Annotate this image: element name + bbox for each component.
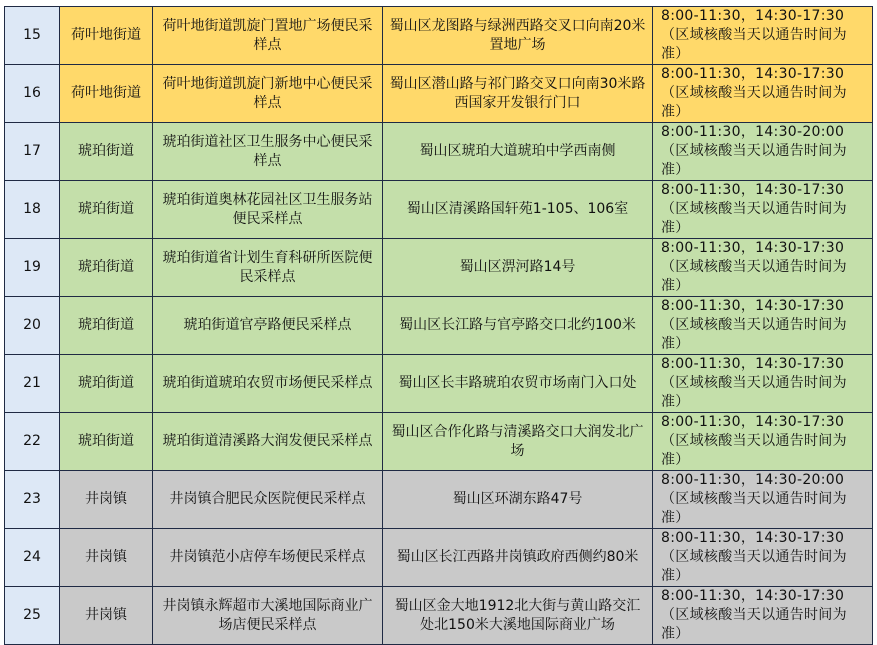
street-cell: 井岗镇 — [60, 529, 153, 587]
address-cell: 蜀山区长江西路井岗镇政府西侧约80米 — [383, 529, 653, 587]
site-name-cell: 井岗镇范小店停车场便民采样点 — [153, 529, 383, 587]
table-row — [5, 587, 873, 645]
street-cell: 荷叶地街道 — [60, 7, 153, 65]
row-number-cell: 21 — [5, 355, 60, 413]
row-number-cell: 24 — [5, 529, 60, 587]
row-number-cell: 25 — [5, 587, 60, 645]
table-row — [5, 123, 873, 181]
address-cell: 蜀山区潜山路与祁门路交叉口向南30米路西国家开发银行门口 — [383, 65, 653, 123]
table-row — [5, 239, 873, 297]
site-name-cell: 琥珀街道社区卫生服务中心便民采样点 — [153, 123, 383, 181]
sampling-sites-table-wrapper — [4, 6, 872, 645]
site-name-cell: 琥珀街道清溪路大润发便民采样点 — [153, 413, 383, 471]
table-row — [5, 297, 873, 355]
row-number-cell: 20 — [5, 297, 60, 355]
address-cell: 蜀山区琥珀大道琥珀中学西南侧 — [383, 123, 653, 181]
street-cell: 琥珀街道 — [60, 239, 153, 297]
street-cell: 琥珀街道 — [60, 297, 153, 355]
hours-cell: 8:00-11:30，14:30-17:30（区域核酸当天以通告时间为准） — [653, 587, 873, 645]
site-name-cell: 琥珀街道官亭路便民采样点 — [153, 297, 383, 355]
site-name-cell: 荷叶地街道凯旋门置地广场便民采样点 — [153, 7, 383, 65]
table-row — [5, 529, 873, 587]
hours-cell: 8:00-11:30，14:30-17:30（区域核酸当天以通告时间为准） — [653, 65, 873, 123]
table-body — [5, 7, 873, 645]
address-cell: 蜀山区长丰路琥珀农贸市场南门入口处 — [383, 355, 653, 413]
hours-cell: 8:00-11:30，14:30-17:30（区域核酸当天以通告时间为准） — [653, 413, 873, 471]
row-number-cell: 16 — [5, 65, 60, 123]
address-cell: 蜀山区长江路与官亭路交口北约100米 — [383, 297, 653, 355]
row-number-cell: 18 — [5, 181, 60, 239]
hours-cell: 8:00-11:30，14:30-20:00（区域核酸当天以通告时间为准） — [653, 471, 873, 529]
site-name-cell: 荷叶地街道凯旋门新地中心便民采样点 — [153, 65, 383, 123]
street-cell: 荷叶地街道 — [60, 65, 153, 123]
address-cell: 蜀山区环湖东路47号 — [383, 471, 653, 529]
street-cell: 井岗镇 — [60, 587, 153, 645]
hours-cell: 8:00-11:30，14:30-17:30（区域核酸当天以通告时间为准） — [653, 239, 873, 297]
table-row — [5, 7, 873, 65]
site-name-cell: 琥珀街道奥林花园社区卫生服务站便民采样点 — [153, 181, 383, 239]
hours-cell: 8:00-11:30，14:30-17:30（区域核酸当天以通告时间为准） — [653, 7, 873, 65]
street-cell: 琥珀街道 — [60, 355, 153, 413]
hours-cell: 8:00-11:30，14:30-17:30（区域核酸当天以通告时间为准） — [653, 529, 873, 587]
row-number-cell: 23 — [5, 471, 60, 529]
site-name-cell: 井岗镇永辉超市大溪地国际商业广场店便民采样点 — [153, 587, 383, 645]
street-cell: 琥珀街道 — [60, 181, 153, 239]
hours-cell: 8:00-11:30，14:30-17:30（区域核酸当天以通告时间为准） — [653, 181, 873, 239]
hours-cell: 8:00-11:30，14:30-17:30（区域核酸当天以通告时间为准） — [653, 355, 873, 413]
row-number-cell: 15 — [5, 7, 60, 65]
hours-cell: 8:00-11:30，14:30-20:00（区域核酸当天以通告时间为准） — [653, 123, 873, 181]
row-number-cell: 19 — [5, 239, 60, 297]
row-number-cell: 17 — [5, 123, 60, 181]
sampling-sites-table — [4, 6, 873, 645]
street-cell: 琥珀街道 — [60, 413, 153, 471]
address-cell: 蜀山区清溪路国轩苑1-105、106室 — [383, 181, 653, 239]
table-row — [5, 355, 873, 413]
table-row — [5, 65, 873, 123]
address-cell: 蜀山区淠河路14号 — [383, 239, 653, 297]
table-row — [5, 181, 873, 239]
street-cell: 琥珀街道 — [60, 123, 153, 181]
table-row — [5, 413, 873, 471]
site-name-cell: 琥珀街道省计划生育科研所医院便民采样点 — [153, 239, 383, 297]
address-cell: 蜀山区合作化路与清溪路交口大润发北广场 — [383, 413, 653, 471]
table-row — [5, 471, 873, 529]
street-cell: 井岗镇 — [60, 471, 153, 529]
hours-cell: 8:00-11:30，14:30-17:30（区域核酸当天以通告时间为准） — [653, 297, 873, 355]
site-name-cell: 琥珀街道琥珀农贸市场便民采样点 — [153, 355, 383, 413]
address-cell: 蜀山区金大地1912北大街与黄山路交汇处北150米大溪地国际商业广场 — [383, 587, 653, 645]
site-name-cell: 井岗镇合肥民众医院便民采样点 — [153, 471, 383, 529]
row-number-cell: 22 — [5, 413, 60, 471]
address-cell: 蜀山区龙图路与绿洲西路交叉口向南20米置地广场 — [383, 7, 653, 65]
